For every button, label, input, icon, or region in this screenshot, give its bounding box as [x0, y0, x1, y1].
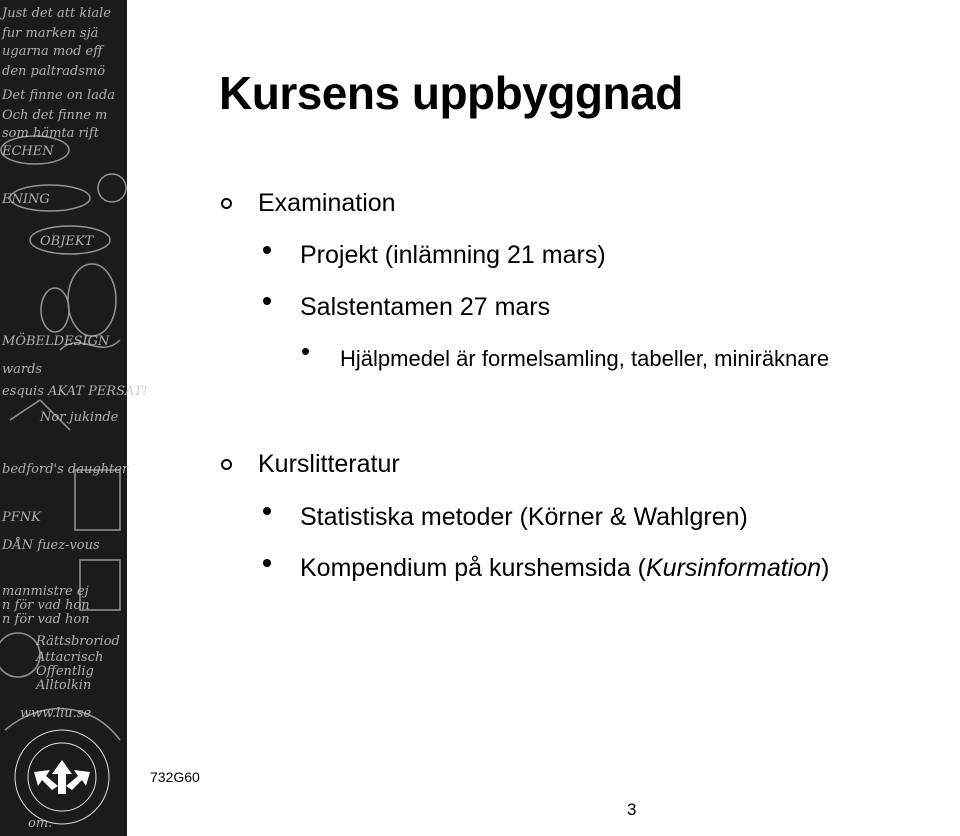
sidebar-scribble: manmistre ej [2, 584, 89, 599]
section-kurslitteratur-label: Kurslitteratur [258, 450, 400, 478]
page-number: 3 [627, 800, 637, 819]
liu-emblem-icon [0, 722, 127, 832]
sidebar-scribble: Attacrisch [36, 650, 104, 665]
list-item-text: Kompendium på kurshemsida ( [300, 554, 646, 582]
sidebar-scribble: www.liu.se [20, 706, 92, 721]
list-subitem: Hjälpmedel är formelsamling, tabeller, miniräknare [340, 346, 830, 371]
sidebar-scribble: fur marken sjä [2, 26, 99, 41]
list-item [300, 554, 829, 583]
sidebar-scribble: esquis AKAT PERSAT! [2, 384, 148, 399]
sidebar-scribble: Offentlig [36, 664, 94, 679]
list-item-text: ) [821, 554, 830, 582]
sidebar-scribble: Och det finne m [2, 108, 108, 123]
decorative-sidebar [0, 0, 148, 836]
hollow-circle-icon [221, 198, 232, 209]
sidebar-scribble: den paltradsmö [2, 64, 106, 79]
sidebar-scribble: ENING [2, 192, 50, 207]
section-examination-label: Examination [258, 189, 396, 217]
sidebar-scribble: PFNK [2, 510, 41, 525]
list-item: Projekt (inlämning 21 mars) [300, 241, 606, 269]
sidebar-scribble: Det finne on lada [2, 88, 116, 103]
slide-title: Kursens uppbyggnad [219, 67, 683, 119]
filled-dot-icon [302, 348, 309, 355]
sidebar-scribble: OBJEKT [40, 234, 94, 249]
filled-dot-icon [263, 297, 271, 305]
sidebar-scribble: Rättsbroriod [36, 634, 120, 649]
sidebar-scribble: MÖBELDESIGN [2, 334, 110, 349]
course-code: 732G60 [150, 769, 200, 785]
sidebar-scribble: Alltolkin [36, 678, 92, 693]
sidebar-scribble: wards [2, 362, 43, 377]
sidebar-scribble: bedford's daughter [2, 462, 129, 477]
list-item: Salstentamen 27 mars [300, 293, 551, 321]
sidebar-scribble: ECHEN [2, 144, 54, 159]
sidebar-scribble: n för vad hon [2, 598, 90, 613]
sidebar-scribble: Just det att kiale [2, 6, 111, 21]
sidebar-scribble: n för vad hon [2, 612, 90, 627]
hollow-circle-icon [221, 459, 232, 470]
course-info-link[interactable]: Kursinformation [646, 554, 822, 582]
sidebar-scribble: ugarna mod eff [2, 44, 103, 59]
sidebar-scribble: om. [28, 816, 53, 831]
sidebar-scribble: Nor jukinde [40, 410, 119, 425]
filled-dot-icon [263, 246, 271, 254]
filled-dot-icon [263, 559, 271, 567]
list-item: Statistiska metoder (Körner & Wahlgren) [300, 503, 748, 531]
sidebar-scribble: DÅN fuez-vous [2, 538, 100, 553]
filled-dot-icon [263, 507, 271, 515]
sidebar-scribble: som hämta rift [2, 126, 99, 141]
